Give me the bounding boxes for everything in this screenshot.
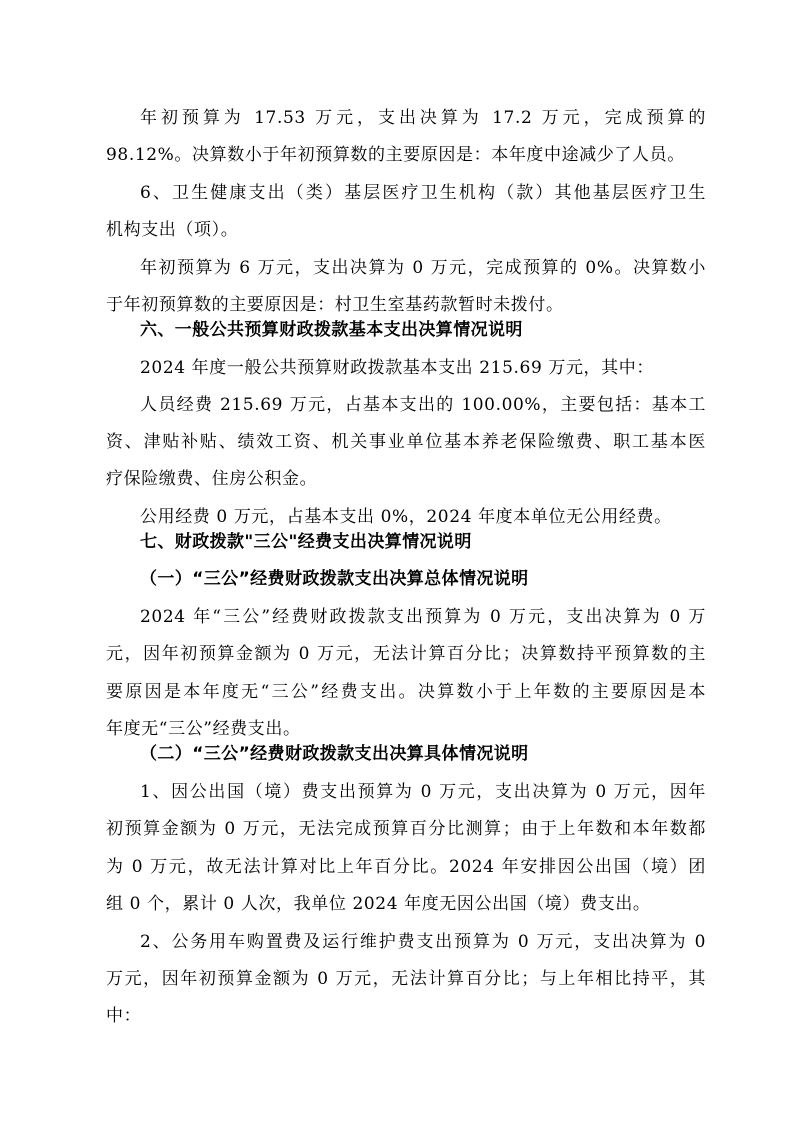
paragraph-line: 要原因是本年度无“三公”经费支出。决算数小于上年数的主要原因是本 — [106, 682, 706, 702]
paragraph-line: 中： — [106, 1006, 142, 1026]
paragraph-line: 机构支出（项）。 — [106, 220, 239, 240]
paragraph-line: 6、卫生健康支出（类）基层医疗卫生机构（款）其他基层医疗卫生 — [140, 183, 706, 203]
paragraph-line: 组 0 个，累计 0 人次，我单位 2024 年度无因公出国（境）费支出。 — [106, 894, 651, 914]
paragraph-line: 98.12%。决算数小于年初预算数的主要原因是：本年度中途减少了人员。 — [106, 145, 685, 165]
paragraph-line: 年初预算为 17.53 万元，支出决算为 17.2 万元，完成预算的 — [140, 108, 706, 128]
paragraph-line: 初预算金额为 0 万元，无法完成预算百分比测算；由于上年数和本年数都 — [106, 819, 706, 839]
paragraph-line: 人员经费 215.69 万元，占基本支出的 100.00%，主要包括：基本工 — [140, 395, 706, 415]
paragraph-line: 万元，因年初预算金额为 0 万元，无法计算百分比；与上年相比持平，其 — [106, 969, 706, 989]
paragraph-line: 资、津贴补贴、绩效工资、机关事业单位基本养老保险缴费、职工基本医 — [106, 432, 706, 452]
paragraph-line: 2、公务用车购置费及运行维护费支出预算为 0 万元，支出决算为 0 — [140, 932, 706, 952]
paragraph-line: 于年初预算数的主要原因是：村卫生室基药款暂时未拨付。 — [106, 295, 564, 315]
subsection-heading: （一）“三公”经费财政拨款支出决算总体情况说明 — [140, 569, 529, 589]
paragraph-line: 元，因年初预算金额为 0 万元，无法计算百分比；决算数持平预算数的主 — [106, 644, 706, 664]
paragraph-line: 2024 年“三公”经费财政拨款支出预算为 0 万元，支出决算为 0 万 — [140, 607, 706, 627]
paragraph-line: 为 0 万元，故无法计算对比上年百分比。2024 年安排因公出国（境）团 — [106, 857, 706, 877]
paragraph-line: 年初预算为 6 万元，支出决算为 0 万元，完成预算的 0%。决算数小 — [140, 258, 706, 278]
subsection-heading: （二）“三公”经费财政拨款支出决算具体情况说明 — [140, 744, 529, 764]
section-heading: 六、一般公共预算财政拨款基本支出决算情况说明 — [140, 320, 523, 340]
paragraph-line: 2024 年度一般公共预算财政拨款基本支出 215.69 万元，其中： — [140, 358, 654, 378]
paragraph-line: 年度无“三公”经费支出。 — [106, 719, 301, 739]
paragraph-line: 疗保险缴费、住房公积金。 — [106, 469, 318, 489]
section-heading: 七、财政拨款"三公"经费支出决算情况说明 — [140, 532, 472, 552]
paragraph-line: 1、因公出国（境）费支出预算为 0 万元，支出决算为 0 万元，因年 — [140, 782, 706, 802]
paragraph-line: 公用经费 0 万元，占基本支出 0%，2024 年度本单位无公用经费。 — [140, 507, 672, 527]
